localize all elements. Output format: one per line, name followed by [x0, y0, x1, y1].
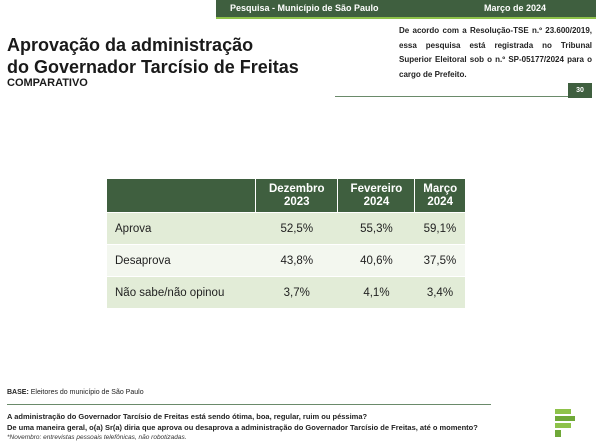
survey-question-2: De uma maneira geral, o(a) Sr(a) diria que aprova ou desaprova a administração do Governador Tarcísio de Freitas, até o momento?	[7, 423, 478, 432]
row-label: Não sabe/não opinou	[107, 277, 256, 309]
page-title	[7, 34, 337, 78]
cell-value: 55,3%	[338, 213, 415, 245]
survey-date: Março de 2024	[484, 3, 547, 13]
base-label: BASE:	[7, 389, 29, 396]
cell-value: 59,1%	[415, 213, 465, 245]
cell-value: 43,8%	[256, 245, 338, 277]
header-divider	[335, 96, 568, 97]
column-header-month: Fevereiro	[350, 182, 403, 195]
table-row-nao-sabe	[107, 277, 465, 309]
tse-registration-note: De acordo com a Resolução-TSE n.º 23.600/2019, essa pesquisa está registrada no Tribunal Superior Eleitoral sob o n.º SP-05177/2024 para o cargo de Prefeito.	[399, 26, 592, 79]
sample-base	[7, 389, 144, 396]
cell-value: 52,5%	[256, 213, 338, 245]
column-header-month: Março	[423, 182, 458, 195]
survey-question-1: A administração do Governador Tarcísio de Freitas está sendo ótima, boa, regular, ruim ou péssima?	[7, 412, 368, 421]
footer-divider	[7, 404, 491, 405]
row-label: Aprova	[107, 213, 256, 245]
header-accent-line	[216, 17, 596, 19]
page-number: 30	[568, 83, 592, 98]
header-bar	[216, 0, 596, 17]
title-line-2: do Governador Tarcísio de Freitas	[7, 57, 299, 77]
table-row-aprova	[107, 213, 465, 245]
cell-value: 4,1%	[338, 277, 415, 309]
cell-value: 37,5%	[415, 245, 465, 277]
row-label: Desaprova	[107, 245, 256, 277]
brand-logo-icon	[553, 409, 577, 437]
cell-value: 40,6%	[338, 245, 415, 277]
page-subtitle: COMPARATIVO	[7, 77, 88, 89]
column-header-year: 2023	[283, 195, 310, 208]
title-line-1: Aprovação da administração	[7, 35, 254, 55]
column-header-marco-2024	[415, 179, 465, 213]
table-header-blank	[107, 179, 256, 213]
base-text: Eleitores do município de São Paulo	[30, 389, 144, 396]
footnote: *Novembro: entrevistas pessoais telefônicas, não robotizadas.	[7, 434, 187, 441]
cell-value: 3,7%	[256, 277, 338, 309]
column-header-year: 2024	[427, 195, 453, 208]
column-header-fevereiro-2024	[338, 179, 415, 213]
column-header-month: Dezembro	[268, 182, 325, 195]
table-row-desaprova	[107, 245, 465, 277]
table-header-row	[107, 179, 465, 213]
column-header-year: 2024	[363, 195, 390, 208]
cell-value: 3,4%	[415, 277, 465, 309]
survey-name: Pesquisa - Município de São Paulo	[230, 3, 379, 13]
column-header-dezembro-2023	[256, 179, 338, 213]
approval-comparison-table	[107, 179, 465, 308]
